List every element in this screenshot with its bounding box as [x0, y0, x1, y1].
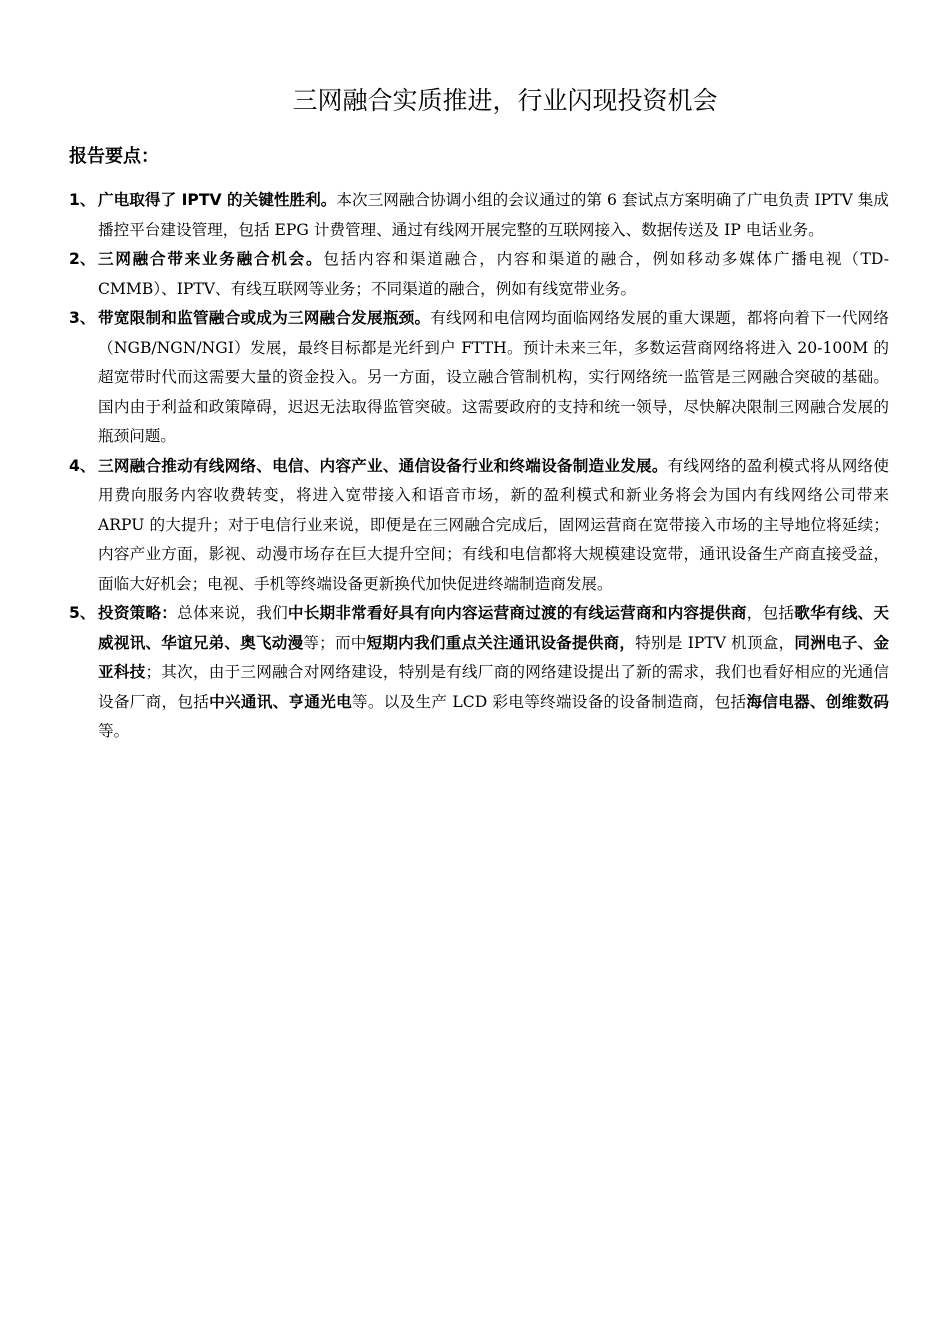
item-number: 4、 — [69, 456, 96, 475]
highlights-list — [69, 186, 889, 747]
highlight-item — [69, 245, 889, 304]
highlight-item — [69, 452, 889, 600]
item-emphasis-text: 三网融合带来业务融合机会。 — [98, 250, 324, 268]
item-emphasis-text: 投资策略： — [98, 604, 178, 622]
highlight-item — [69, 186, 889, 245]
report-highlights-heading: 报告要点： — [69, 146, 159, 167]
item-body-text: 有线网和电信网均面临网络发展的重大课题，都将向着下一代网络（NGB/NGN/NGI）发展，最终目标都是光纤到户 FTTH。预计未来三年，多数运营商网络将进入 20-100M 的超宽带时代而这需要大量的资金投入。另一方面，设立融合管制机构，实行网络统一监管是三网融合突破的基础。国内由于利益和政策障碍，迟迟无法取得监管突破。这需要政府的支持和统一领导，尽快解决限制三网融合发展的瓶颈问题。 — [98, 309, 889, 445]
item-emphasis-text: 带宽限制和监管融合或成为三网融合发展瓶颈。 — [98, 309, 431, 327]
item-body-text: ，包括 — [746, 604, 795, 622]
item-number: 3、 — [69, 309, 96, 327]
item-body-text: 等；而中 — [303, 633, 367, 652]
item-body-text: 特别是 IPTV 机顶盒， — [635, 633, 795, 652]
item-emphasis-text: 广电取得了 IPTV 的关键性胜利。 — [98, 191, 337, 209]
item-emphasis-text: 中长期非常看好具有向内容运营商过渡的有线运营商和内容提供商 — [287, 604, 747, 622]
item-number: 5、 — [69, 604, 96, 622]
item-emphasis-text: 同洲电子、金亚科技 — [98, 633, 889, 681]
document-title: 三网融合实质推进，行业闪现投资机会 — [292, 86, 718, 115]
item-number: 2、 — [69, 250, 96, 268]
item-body-text: ；其次，由于三网融合对网络建设，特别是有线厂商的网络建设提出了新的需求，我们也看好相应的光通信设备厂商，包括 — [98, 663, 889, 711]
highlight-item — [69, 304, 889, 452]
item-body-text: 等。以及生产 LCD 彩电等终端设备的设备制造商，包括 — [351, 692, 747, 711]
item-emphasis-text: 短期内我们重点关注通讯设备提供商， — [366, 633, 636, 652]
item-body-text: 总体来说，我们 — [177, 604, 288, 622]
item-number: 1、 — [69, 191, 96, 209]
item-emphasis-text: 三网融合推动有线网络、电信、内容产业、通信设备行业和终端设备制造业发展。 — [98, 456, 668, 475]
item-body-text: 有线网络的盈利模式将从网络使用费向服务内容收费转变，将进入宽带接入和语音市场，新的盈利模式和新业务将会为国内有线网络公司带来 ARPU 的大提升；对于电信行业来说，即便是在三网融合完成后，固网运营商在宽带接入市场的主导地位将延续；内容产业方面，影视、动漫市场存在巨大提升空间；有线和电信都将大规模建设宽带，通讯设备生产商直接受益，面临大好机会；电视、手机等终端设备更新换代加快促进终端制造商发展。 — [98, 456, 889, 593]
item-body-text: 本次三网融合协调小组的会议通过的第 6 套试点方案明确了广电负责 IPTV 集成播控平台建设管理，包括 EPG 计费管理、通过有线网开展完整的互联网接入、数据传送及 IP 电话业务。 — [98, 191, 889, 239]
item-emphasis-text: 歌华有线、天威视讯、华谊兄弟、奥飞动漫 — [98, 604, 889, 652]
item-body-text: 包括内容和渠道融合，内容和渠道的融合，例如移动多媒体广播电视（TD-CMMB）、IPTV、有线互联网等业务；不同渠道的融合，例如有线宽带业务。 — [98, 250, 889, 298]
item-emphasis-text: 中兴通讯、亨通光电 — [209, 692, 352, 711]
highlight-item — [69, 599, 889, 747]
item-emphasis-text: 海信电器、创维数码 — [746, 692, 889, 711]
item-body-text: 等。 — [98, 722, 130, 740]
